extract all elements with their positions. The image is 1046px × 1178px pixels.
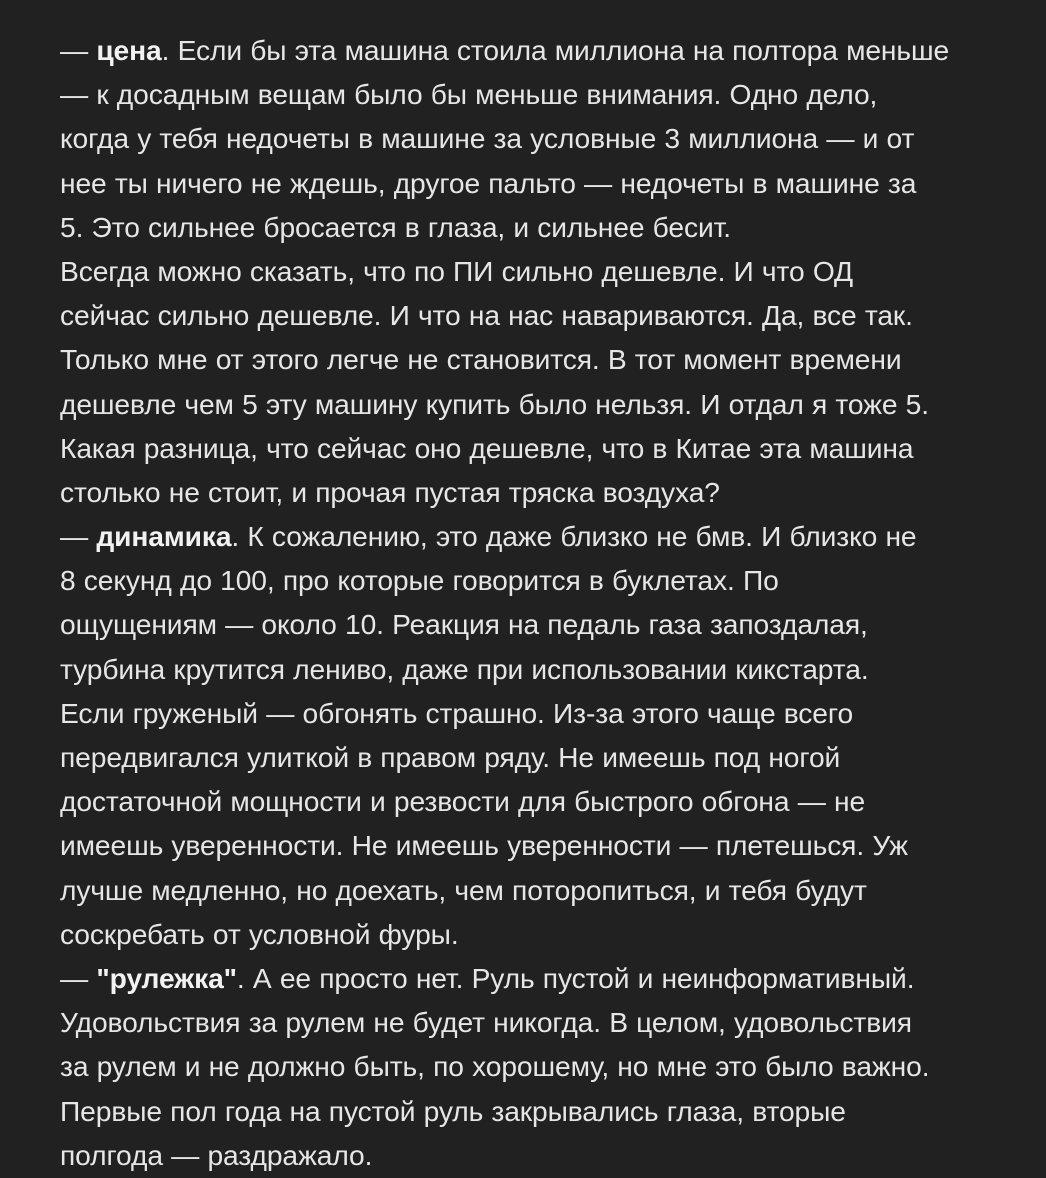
text-line: Первые пол года на пустой руль закрывались глаза, вторые — [60, 1094, 846, 1127]
text-line: — "рулежка". А ее просто нет. Руль пустой и неинформативный. — [60, 961, 915, 994]
text-line: имеешь уверенности. Не имеешь уверенности — плетешься. Уж — [60, 829, 908, 862]
text-line: лучше медленно, но доехать, чем поторопиться, и тебя будут — [60, 873, 867, 906]
text-line: Удовольствия за рулем не будет никогда. В целом, удовольствия — [60, 1006, 912, 1039]
text-line: Только мне от этого легче не становится. В тот момент времени — [60, 343, 902, 376]
text-line: полгода — раздражало. — [60, 1138, 373, 1171]
text-line: — динамика. К сожалению, это даже близко не бмв. И близко не — [60, 520, 917, 553]
text-line: — к досадным вещам было бы меньше внимания. Одно дело, — [60, 78, 878, 111]
text-line: сейчас сильно дешевле. И что на нас навариваются. Да, все так. — [60, 299, 913, 332]
text-line: столько не стоит, и прочая пустая тряска воздуха? — [60, 475, 720, 508]
bold-term-steering: "рулежка" — [96, 961, 237, 994]
text-line: 5. Это сильнее бросается в глаза, и сильнее бесит. — [60, 210, 732, 243]
text-line: турбина крутится лениво, даже при использовании кикстарта. — [60, 652, 869, 685]
text-line: 8 секунд до 100, про которые говорится в буклетах. По — [60, 564, 779, 597]
bold-term-dynamics: динамика — [96, 520, 232, 553]
text-line: нее ты ничего не ждешь, другое пальто — недочеты в машине за — [60, 166, 917, 199]
text-line: Если груженый — обгонять страшно. Из-за этого чаще всего — [60, 696, 854, 729]
text-line: Всегда можно сказать, что по ПИ сильно дешевле. И что ОД — [60, 254, 854, 287]
text-line: достаточной мощности и резвости для быстрого обгона — не — [60, 785, 866, 818]
text-line: передвигался улиткой в правом ряду. Не имеешь под ногой — [60, 741, 841, 773]
bold-term-price: цена — [96, 34, 162, 66]
post-text — [60, 28, 1020, 1177]
text-line: когда у тебя недочеты в машине за условные 3 миллиона — и от — [60, 122, 915, 155]
text-line: соскребать от условной фуры. — [60, 917, 459, 950]
text-line: дешевле чем 5 эту машину купить было нельзя. И отдал я тоже 5. — [60, 387, 929, 420]
text-line: за рулем и не должно быть, по хорошему, но мне это было важно. — [60, 1050, 930, 1083]
text-line: — цена. Если бы эта машина стоила миллиона на полтора меньше — [60, 34, 950, 66]
text-line: ощущениям — около 10. Реакция на педаль газа запоздалая, — [60, 608, 868, 641]
text-line: Какая разница, что сейчас оно дешевле, что в Китае эта машина — [60, 431, 914, 464]
